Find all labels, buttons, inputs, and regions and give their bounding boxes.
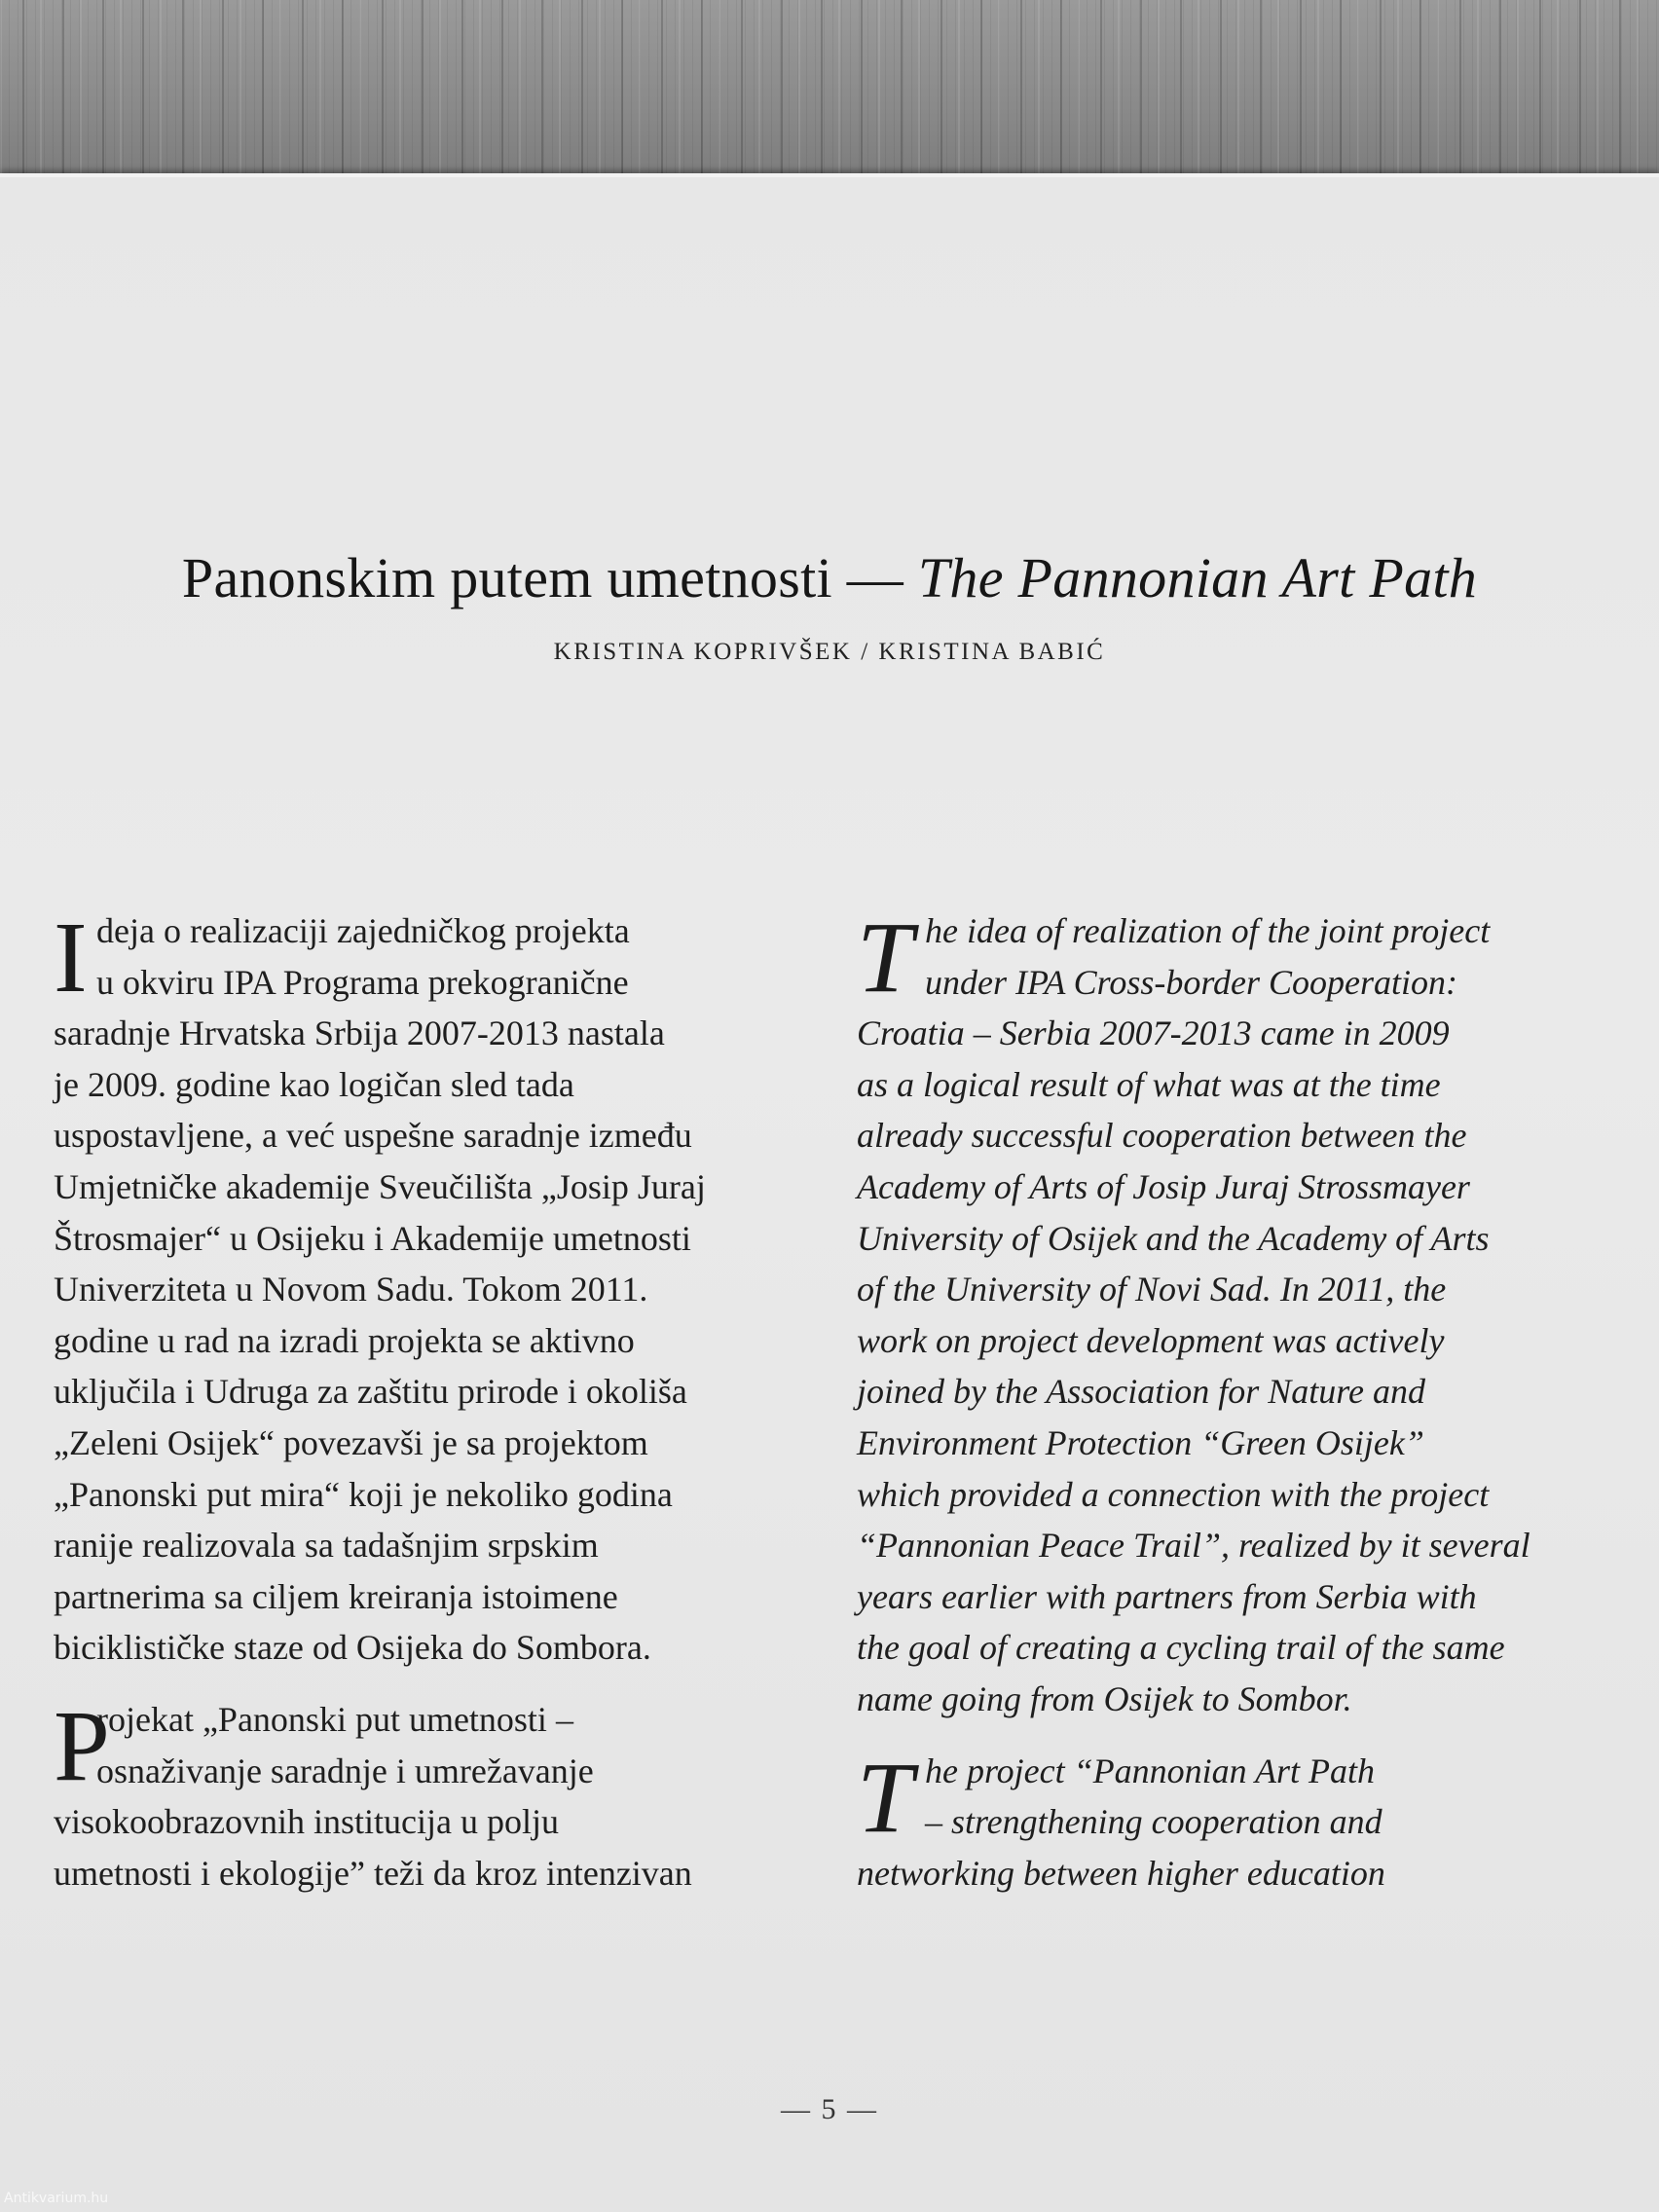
text-line: Univerziteta u Novom Sadu. Tokom 2011.	[54, 1270, 648, 1309]
text-line: biciklističke staze od Osijeka do Sombora.	[54, 1628, 651, 1668]
title-local: Panonskim putem umetnosti	[181, 546, 832, 609]
text-line: he project “Pannonian Art Path	[925, 1751, 1375, 1790]
text-line: osnaživanje saradnje i umrežavanje	[96, 1751, 594, 1790]
text-line: saradnje Hrvatska Srbija 2007-2013 nastala	[54, 1014, 665, 1053]
watermark: Antikvarium.hu	[4, 2191, 109, 2206]
text-line: of the University of Novi Sad. In 2011, the	[857, 1270, 1447, 1309]
table-surface	[0, 0, 1659, 177]
text-line: deja o realizaciji zajedničkog projekta	[96, 911, 630, 950]
right-column	[857, 902, 1597, 1919]
text-line: already successful cooperation between the	[857, 1116, 1467, 1156]
dropcap: T	[857, 1741, 913, 1854]
text-line: uspostavljene, a već uspešne saradnje između	[54, 1116, 692, 1156]
page-edge	[0, 173, 1659, 177]
text-line: partnerima sa ciljem kreiranja istoimene	[54, 1576, 618, 1616]
dropcap: P	[54, 1689, 110, 1802]
text-line: joined by the Association for Nature and	[857, 1372, 1425, 1412]
right-paragraph-1	[857, 902, 1597, 1725]
page-title	[0, 545, 1659, 610]
text-line: rojekat „Panonski put umetnosti –	[96, 1699, 573, 1739]
text-line: work on project development was actively	[857, 1320, 1445, 1360]
text-line: Umjetničke akademije Sveučilišta „Josip Juraj	[54, 1166, 706, 1206]
dropcap: I	[54, 902, 88, 1014]
text-line: godine u rad na izradi projekta se aktivno	[54, 1320, 635, 1360]
page-number: — 5 —	[781, 2093, 878, 2125]
text-line: „Panonski put mira“ koji je nekoliko godina	[54, 1474, 673, 1514]
text-line: – strengthening cooperation and	[925, 1802, 1382, 1842]
text-line: ranije realizovala sa tadašnjim srpskim	[54, 1526, 599, 1566]
text-line: umetnosti i ekologije” teži da kroz intenzivan	[54, 1853, 692, 1893]
left-column	[54, 902, 793, 1919]
title-english: The Pannonian Art Path	[917, 546, 1478, 609]
text-line: the goal of creating a cycling trail of the same	[857, 1628, 1505, 1668]
left-paragraph-1	[54, 902, 793, 1674]
text-line: “Pannonian Peace Trail”, realized by it several	[857, 1526, 1530, 1566]
text-line: he idea of realization of the joint project	[925, 911, 1491, 950]
text-line: University of Osijek and the Academy of Arts	[857, 1218, 1490, 1258]
text-line: „Zeleni Osijek“ povezavši je sa projektom	[54, 1422, 648, 1462]
text-line: under IPA Cross-border Cooperation:	[925, 962, 1458, 1002]
text-line: je 2009. godine kao logičan sled tada	[54, 1064, 574, 1104]
left-paragraph-2	[54, 1689, 793, 1899]
text-line: u okviru IPA Programa prekogranične	[96, 962, 629, 1002]
text-line: Academy of Arts of Josip Juraj Strossmayer	[857, 1166, 1470, 1206]
text-line: Štrosmajer“ u Osijeku i Akademije umetnosti	[54, 1218, 691, 1258]
text-line: uključila i Udruga za zaštitu prirode i okoliša	[54, 1372, 687, 1412]
text-line: which provided a connection with the project	[857, 1474, 1490, 1514]
text-line: Croatia – Serbia 2007-2013 came in 2009	[857, 1014, 1450, 1053]
text-line: years earlier with partners from Serbia with	[857, 1576, 1477, 1616]
text-line: as a logical result of what was at the time	[857, 1064, 1441, 1104]
text-line: visokoobrazovnih institucija u polju	[54, 1802, 559, 1842]
dropcap: T	[857, 902, 913, 1014]
authors-line: KRISTINA KOPRIVŠEK / KRISTINA BABIĆ	[553, 639, 1106, 665]
right-paragraph-2	[857, 1741, 1597, 1899]
title-dash: —	[831, 546, 918, 609]
text-line: networking between higher education	[857, 1853, 1385, 1893]
text-line: Environment Protection “Green Osijek”	[857, 1422, 1424, 1462]
text-line: name going from Osijek to Sombor.	[857, 1678, 1352, 1718]
